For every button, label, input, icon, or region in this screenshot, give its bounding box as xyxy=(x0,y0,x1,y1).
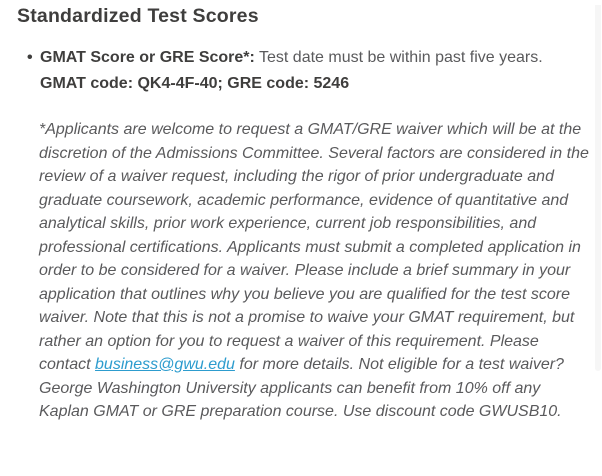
requirements-list xyxy=(27,45,602,97)
email-link[interactable]: business@gwu.edu xyxy=(95,356,235,373)
requirement-description: Test date must be within past five years. xyxy=(254,49,543,66)
waiver-note xyxy=(39,118,591,424)
requirement-label: GMAT Score or GRE Score*: xyxy=(40,49,255,66)
scrollbar-track[interactable] xyxy=(595,5,601,371)
waiver-note-text-before-link: *Applicants are welcome to request a GMAT/GRE waiver which will be at the discretion of the Admissions Committee. Several factors are considered in the review of a waiver request, including the rigor of prior undergraduate and graduate coursework, academic performance, evidence of quantitative and analytical skills, prior work experience, current job responsibilities, and professional certifications. Applicants must submit a completed application in order to be considered for a waiver. Please include a brief summary in your application that outlines why you believe you are qualified for the test score waiver. Note that this is not a promise to waive your GMAT requirement, but rather an option for you to request a waiver of this requirement. Please contact xyxy=(39,121,589,373)
list-item-text xyxy=(40,45,545,97)
content-section xyxy=(0,5,602,424)
requirement-codes: GMAT code: QK4-4F-40; GRE code: 5246 xyxy=(40,75,350,92)
bullet-icon: • xyxy=(27,49,33,66)
waiver-note-text-after-link: for more details. Not eligible for a test waiver? George Washington University applicants can benefit from 10% off any Kaplan GMAT or GRE preparation course. Use discount code GWUSB10. xyxy=(39,356,564,420)
page-title: Standardized Test Scores xyxy=(17,5,259,27)
list-item xyxy=(27,45,602,97)
